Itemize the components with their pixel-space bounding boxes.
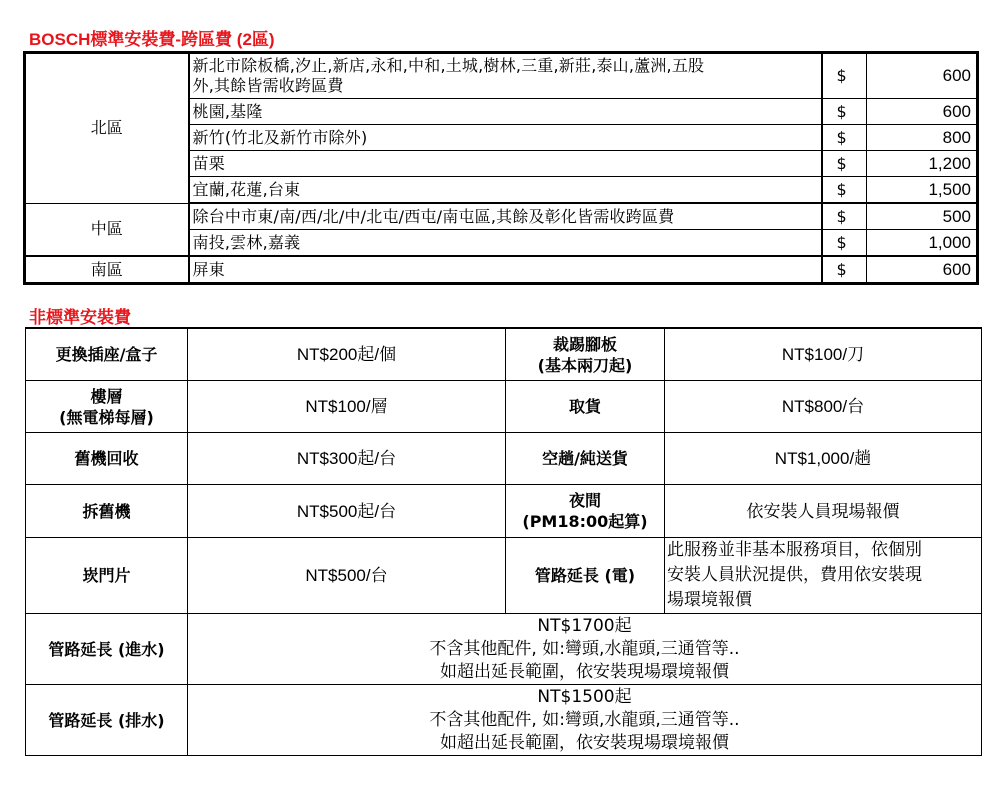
service-label: 更換插座/盒子 (26, 328, 188, 381)
area-cell: 宜蘭,花蓮,台東 (189, 177, 822, 204)
table-row (25, 203, 978, 230)
service-price: NT$200起/個 (188, 328, 506, 381)
service-label: 舊機回收 (26, 433, 188, 485)
fee-amount: 1,000 (867, 230, 978, 257)
table-row (26, 485, 982, 538)
section-title-non-standard-fee: 非標準安裝費 (29, 308, 131, 327)
area-cell: 新竹(竹北及新竹市除外) (189, 125, 822, 151)
service-note-line: 此服務並非基本服務項目，依個別 (667, 540, 922, 560)
fee-amount: 600 (867, 256, 978, 284)
currency-symbol: $ (822, 177, 867, 204)
fee-amount: 600 (867, 99, 978, 125)
service-label-line: 樓層 (90, 386, 123, 406)
currency-symbol: $ (822, 151, 867, 177)
area-cell: 屏東 (189, 256, 822, 284)
currency-symbol: $ (822, 53, 867, 99)
table-row (25, 53, 978, 99)
service-label: 空趟/純送貨 (506, 433, 665, 485)
service-price: NT$500/台 (188, 538, 506, 614)
service-label-line: (基本兩刀起) (537, 355, 633, 375)
service-note-line: 安裝人員狀況提供，費用依安裝現 (667, 565, 922, 585)
service-label-line: (無電梯每層) (59, 407, 154, 427)
service-price: NT$1,000/趟 (665, 433, 982, 485)
currency-symbol: $ (822, 203, 867, 230)
service-note (665, 538, 982, 614)
pipe-note: 不含其他配件, 如:彎頭,水龍頭,三通管等.. (429, 638, 740, 659)
region-cell: 中區 (25, 203, 189, 256)
non-standard-fee-table (25, 327, 982, 756)
region-cell: 南區 (25, 256, 189, 284)
pipe-note: 如超出延長範圍，依安裝現場環境報價 (440, 661, 729, 682)
service-label (506, 485, 665, 538)
table-row (26, 433, 982, 485)
area-text: 外,其餘皆需收跨區費 (192, 76, 344, 95)
currency-symbol: $ (822, 230, 867, 257)
service-label: 取貨 (506, 381, 665, 433)
table-row (25, 256, 978, 284)
pipe-note: 如超出延長範圍，依安裝現場環境報價 (440, 732, 729, 753)
area-cell: 苗栗 (189, 151, 822, 177)
fee-amount: 1,200 (867, 151, 978, 177)
service-label: 管路延長 (進水) (26, 614, 188, 685)
pipe-extension-detail (188, 614, 982, 685)
area-text: 新北市除板橋,汐止,新店,永和,中和,土城,樹林,三重,新莊,泰山,蘆洲,五股 (192, 56, 705, 75)
pipe-price: NT$1500起 (537, 686, 632, 707)
table-row (26, 328, 982, 381)
service-label-line: 夜間 (568, 491, 601, 510)
service-price: NT$300起/台 (188, 433, 506, 485)
service-label: 管路延長 (電) (506, 538, 665, 614)
table-row (26, 685, 982, 756)
pipe-note: 不含其他配件, 如:彎頭,水龍頭,三通管等.. (429, 709, 740, 730)
area-cell: 除台中市東/南/西/北/中/北屯/西屯/南屯區,其餘及彰化皆需收跨區費 (189, 203, 822, 230)
service-note-line: 場環境報價 (667, 590, 752, 610)
service-price: NT$800/台 (665, 381, 982, 433)
service-label: 拆舊機 (26, 485, 188, 538)
currency-symbol: $ (822, 125, 867, 151)
pipe-price: NT$1700起 (537, 615, 632, 636)
service-label: 崁門片 (26, 538, 188, 614)
service-label-line: 裁踢腳板 (552, 334, 617, 354)
currency-symbol: $ (822, 99, 867, 125)
region-cell: 北區 (25, 53, 189, 204)
service-price: NT$100/層 (188, 381, 506, 433)
service-price: NT$100/刀 (665, 328, 982, 381)
fee-amount: 500 (867, 203, 978, 230)
table-row (26, 614, 982, 685)
fee-amount: 1,500 (867, 177, 978, 204)
fee-amount: 600 (867, 53, 978, 99)
cross-region-fee-table (23, 51, 979, 285)
table-row (26, 538, 982, 614)
pipe-extension-detail (188, 685, 982, 756)
table-row (26, 381, 982, 433)
area-cell: 南投,雲林,嘉義 (189, 230, 822, 257)
area-cell (189, 53, 822, 99)
area-cell: 桃園,基隆 (189, 99, 822, 125)
service-label: 管路延長 (排水) (26, 685, 188, 756)
service-label (506, 328, 665, 381)
currency-symbol: $ (822, 256, 867, 284)
service-price: NT$500起/台 (188, 485, 506, 538)
service-label (26, 381, 188, 433)
fee-amount: 800 (867, 125, 978, 151)
service-price: 依安裝人員現場報價 (665, 485, 982, 538)
service-label-line: (PM18:00起算) (522, 512, 648, 531)
section-title-cross-region-fee: BOSCH標準安裝費-跨區費 (2區) (29, 30, 275, 49)
